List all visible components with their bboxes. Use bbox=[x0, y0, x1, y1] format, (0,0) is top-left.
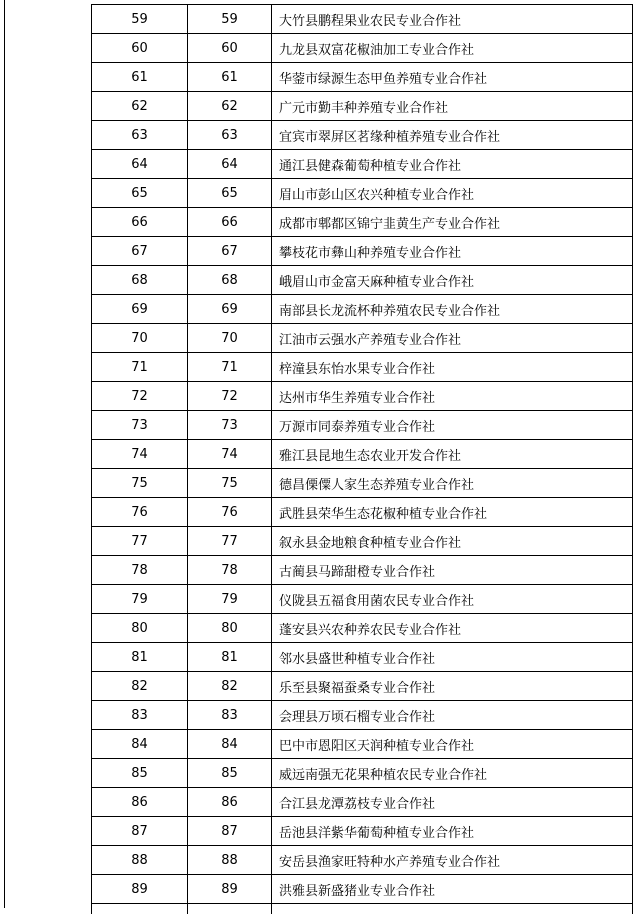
row-number: 77 bbox=[92, 527, 188, 556]
row-number: 79 bbox=[92, 585, 188, 614]
row-number: 82 bbox=[92, 672, 188, 701]
row-sequence: 62 bbox=[188, 92, 272, 121]
row-sequence: 83 bbox=[188, 701, 272, 730]
cooperative-name: 仪陇县五福食用菌农民专业合作社 bbox=[272, 585, 633, 614]
table-row bbox=[92, 846, 633, 875]
table-row bbox=[92, 556, 633, 585]
table-row bbox=[92, 817, 633, 846]
row-sequence: 67 bbox=[188, 237, 272, 266]
cooperative-name: 梓潼县东怡水果专业合作社 bbox=[272, 353, 633, 382]
row-number: 89 bbox=[92, 875, 188, 904]
cooperative-name: 威远南强无花果种植农民专业合作社 bbox=[272, 759, 633, 788]
row-sequence: 84 bbox=[188, 730, 272, 759]
row-number: 87 bbox=[92, 817, 188, 846]
row-sequence: 73 bbox=[188, 411, 272, 440]
row-number: 73 bbox=[92, 411, 188, 440]
row-sequence: 72 bbox=[188, 382, 272, 411]
row-number: 76 bbox=[92, 498, 188, 527]
row-number: 83 bbox=[92, 701, 188, 730]
cooperative-name: 九龙县双富花椒油加工专业合作社 bbox=[272, 34, 633, 63]
row-sequence: 66 bbox=[188, 208, 272, 237]
row-number: 71 bbox=[92, 353, 188, 382]
cooperative-name: 雅江县昆地生态农业开发合作社 bbox=[272, 440, 633, 469]
row-sequence: 60 bbox=[188, 34, 272, 63]
row-sequence: 77 bbox=[188, 527, 272, 556]
row-number: 64 bbox=[92, 150, 188, 179]
row-number: 59 bbox=[92, 5, 188, 34]
table-row bbox=[92, 150, 633, 179]
row-number: 81 bbox=[92, 643, 188, 672]
row-number: 68 bbox=[92, 266, 188, 295]
empty-cell bbox=[272, 904, 633, 914]
row-sequence: 70 bbox=[188, 324, 272, 353]
row-sequence: 80 bbox=[188, 614, 272, 643]
row-sequence: 76 bbox=[188, 498, 272, 527]
row-sequence: 79 bbox=[188, 585, 272, 614]
row-sequence: 74 bbox=[188, 440, 272, 469]
table-row bbox=[92, 266, 633, 295]
table-row bbox=[92, 208, 633, 237]
table-row bbox=[92, 63, 633, 92]
row-sequence: 87 bbox=[188, 817, 272, 846]
cooperative-name: 万源市同泰养殖专业合作社 bbox=[272, 411, 633, 440]
table-row bbox=[92, 701, 633, 730]
table-row bbox=[92, 614, 633, 643]
row-sequence: 69 bbox=[188, 295, 272, 324]
row-sequence: 78 bbox=[188, 556, 272, 585]
row-number: 67 bbox=[92, 237, 188, 266]
row-sequence: 89 bbox=[188, 875, 272, 904]
cooperative-name: 南部县长龙流杯种养殖农民专业合作社 bbox=[272, 295, 633, 324]
cooperative-name: 安岳县渔家旺特种水产养殖专业合作社 bbox=[272, 846, 633, 875]
row-number: 61 bbox=[92, 63, 188, 92]
row-sequence: 64 bbox=[188, 150, 272, 179]
cooperative-list-table bbox=[91, 4, 633, 914]
table-row bbox=[92, 730, 633, 759]
cooperative-name: 合江县龙潭荔枝专业合作社 bbox=[272, 788, 633, 817]
cooperative-name: 攀枝花市彝山种养殖专业合作社 bbox=[272, 237, 633, 266]
table-row bbox=[92, 121, 633, 150]
table-row bbox=[92, 440, 633, 469]
table-row bbox=[92, 788, 633, 817]
table-row bbox=[92, 237, 633, 266]
row-sequence: 61 bbox=[188, 63, 272, 92]
cooperative-name: 江油市云强水产养殖专业合作社 bbox=[272, 324, 633, 353]
row-number: 66 bbox=[92, 208, 188, 237]
table-row bbox=[92, 759, 633, 788]
cooperative-name: 洪雅县新盛猪业专业合作社 bbox=[272, 875, 633, 904]
cooperative-name: 乐至县聚福蚕桑专业合作社 bbox=[272, 672, 633, 701]
table-row bbox=[92, 179, 633, 208]
cooperative-name: 通江县健森葡萄种植专业合作社 bbox=[272, 150, 633, 179]
cooperative-name: 德昌傈僳人家生态养殖专业合作社 bbox=[272, 469, 633, 498]
table-row bbox=[92, 469, 633, 498]
cooperative-name: 宜宾市翠屏区茗缘种植养殖专业合作社 bbox=[272, 121, 633, 150]
row-number: 78 bbox=[92, 556, 188, 585]
cooperative-name: 岳池县洋紫华葡萄种植专业合作社 bbox=[272, 817, 633, 846]
cooperative-name: 巴中市恩阳区天润种植专业合作社 bbox=[272, 730, 633, 759]
cooperative-name: 古蔺县马蹄甜橙专业合作社 bbox=[272, 556, 633, 585]
cooperative-name: 成都市郫都区锦宁韭黄生产专业合作社 bbox=[272, 208, 633, 237]
row-number: 65 bbox=[92, 179, 188, 208]
cooperative-name: 达州市华生养殖专业合作社 bbox=[272, 382, 633, 411]
table-row bbox=[92, 5, 633, 34]
table-row bbox=[92, 92, 633, 121]
table-row bbox=[92, 324, 633, 353]
row-sequence: 59 bbox=[188, 5, 272, 34]
table-row bbox=[92, 643, 633, 672]
table-row bbox=[92, 295, 633, 324]
row-number: 75 bbox=[92, 469, 188, 498]
row-sequence: 75 bbox=[188, 469, 272, 498]
row-number: 70 bbox=[92, 324, 188, 353]
cooperative-name: 华蓥市绿源生态甲鱼养殖专业合作社 bbox=[272, 63, 633, 92]
table-row bbox=[92, 34, 633, 63]
cooperative-name: 会理县万顷石榴专业合作社 bbox=[272, 701, 633, 730]
cooperative-name: 邻水县盛世种植专业合作社 bbox=[272, 643, 633, 672]
page-left-border bbox=[4, 0, 5, 908]
cooperative-name: 大竹县鹏程果业农民专业合作社 bbox=[272, 5, 633, 34]
cooperative-name: 蓬安县兴农种养农民专业合作社 bbox=[272, 614, 633, 643]
cooperative-name: 眉山市彭山区农兴种植专业合作社 bbox=[272, 179, 633, 208]
row-sequence: 86 bbox=[188, 788, 272, 817]
table-row bbox=[92, 382, 633, 411]
row-sequence: 63 bbox=[188, 121, 272, 150]
row-number: 62 bbox=[92, 92, 188, 121]
cooperative-name: 峨眉山市金富天麻种植专业合作社 bbox=[272, 266, 633, 295]
table-row-cutoff bbox=[92, 904, 633, 914]
row-sequence: 82 bbox=[188, 672, 272, 701]
empty-cell bbox=[92, 904, 188, 914]
row-number: 84 bbox=[92, 730, 188, 759]
row-sequence: 68 bbox=[188, 266, 272, 295]
table-row bbox=[92, 585, 633, 614]
table-row bbox=[92, 672, 633, 701]
row-sequence: 71 bbox=[188, 353, 272, 382]
empty-cell bbox=[188, 904, 272, 914]
table-row bbox=[92, 498, 633, 527]
row-sequence: 88 bbox=[188, 846, 272, 875]
row-sequence: 81 bbox=[188, 643, 272, 672]
row-number: 86 bbox=[92, 788, 188, 817]
cooperative-name: 叙永县金地粮食种植专业合作社 bbox=[272, 527, 633, 556]
row-number: 74 bbox=[92, 440, 188, 469]
cooperative-name: 广元市勤丰种养殖专业合作社 bbox=[272, 92, 633, 121]
table-row bbox=[92, 411, 633, 440]
row-number: 69 bbox=[92, 295, 188, 324]
row-sequence: 85 bbox=[188, 759, 272, 788]
table-row bbox=[92, 875, 633, 904]
row-number: 72 bbox=[92, 382, 188, 411]
row-number: 88 bbox=[92, 846, 188, 875]
row-number: 63 bbox=[92, 121, 188, 150]
row-number: 85 bbox=[92, 759, 188, 788]
row-sequence: 65 bbox=[188, 179, 272, 208]
row-number: 80 bbox=[92, 614, 188, 643]
table-row bbox=[92, 527, 633, 556]
cooperative-name: 武胜县荣华生态花椒种植专业合作社 bbox=[272, 498, 633, 527]
table-body bbox=[92, 5, 633, 914]
row-number: 60 bbox=[92, 34, 188, 63]
table-row bbox=[92, 353, 633, 382]
